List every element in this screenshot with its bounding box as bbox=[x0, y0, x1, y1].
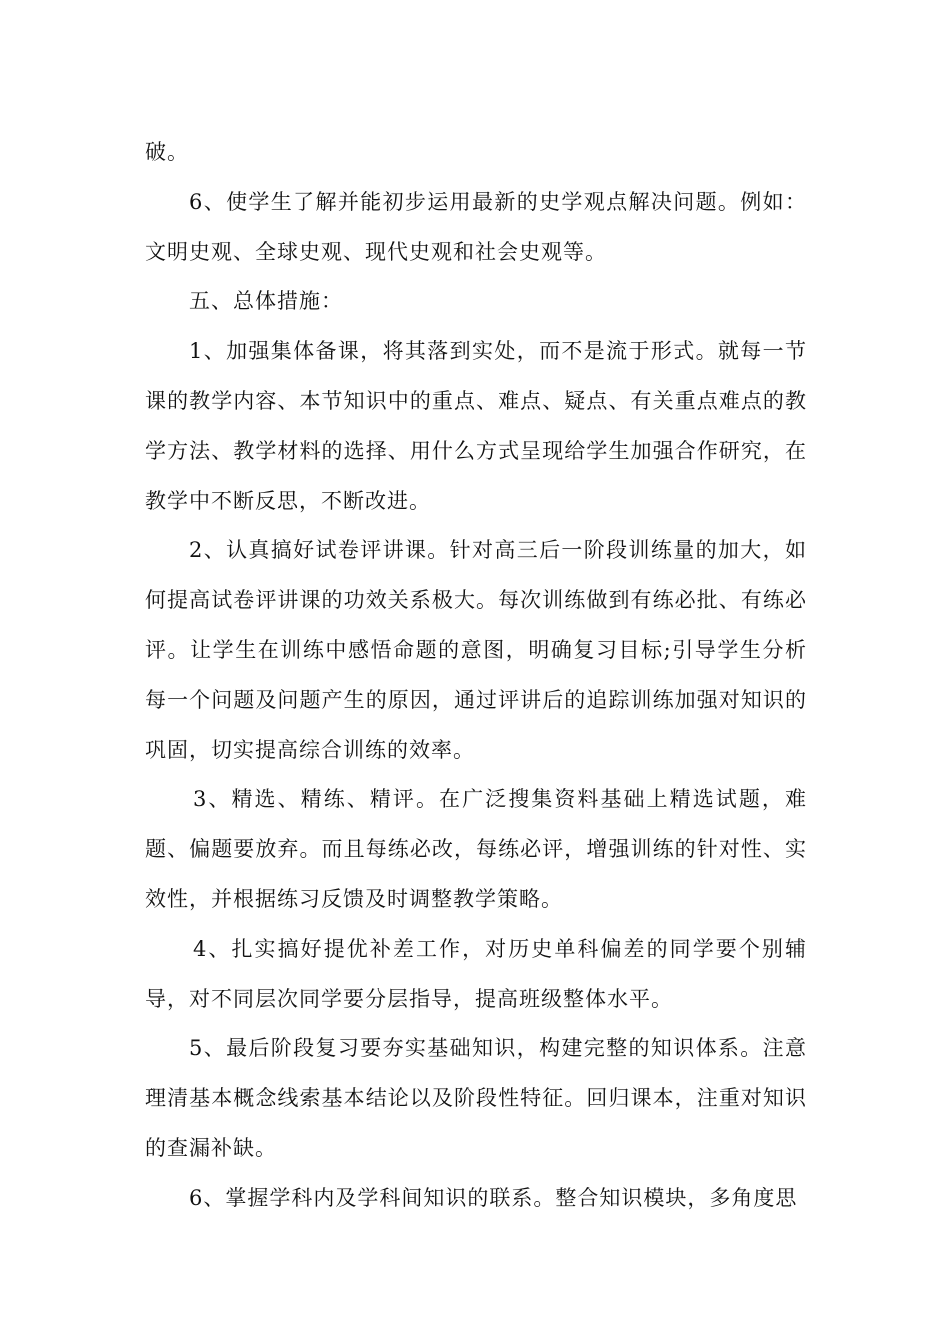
paragraph-goal-6: 6、使学生了解并能初步运用最新的史学观点解决问题。例如：文明史观、全球史观、现代史观和社会史观等。 bbox=[145, 189, 807, 264]
paragraph-measure-3: 3、精选、精练、精评。在广泛搜集资料基础上精选试题，难题、偏题要放弃。而且每练必改，每练必评，增强训练的针对性、实效性，并根据练习反馈及时调整教学策略。 bbox=[145, 787, 807, 911]
document-body bbox=[145, 128, 807, 1224]
paragraph-measure-2: 2、认真搞好试卷评讲课。针对高三后一阶段训练量的加大，如何提高试卷评讲课的功效关系极大。每次训练做到有练必批、有练必评。让学生在训练中感悟命题的意图，明确复习目标;引导学生分析每一个问题及问题产生的原因，通过评讲后的追踪训练加强对知识的巩固，切实提高综合训练的效率。 bbox=[145, 538, 807, 762]
paragraph-measure-6: 6、掌握学科内及学科间知识的联系。整合知识模块，多角度思 bbox=[189, 1185, 798, 1210]
paragraph-measure-1: 1、加强集体备课，将其落到实处，而不是流于形式。就每一节课的教学内容、本节知识中的重点、难点、疑点、有关重点难点的教学方法、教学材料的选择、用什么方式呈现给学生加强合作研究，在教学中不断反思，不断改进。 bbox=[145, 339, 807, 513]
section-heading-measures: 五、总体措施： bbox=[189, 289, 343, 314]
paragraph-measure-4: 4、扎实搞好提优补差工作，对历史单科偏差的同学要个别辅导，对不同层次同学要分层指导，提高班级整体水平。 bbox=[145, 936, 807, 1011]
paragraph-measure-5: 5、最后阶段复习要夯实基础知识，构建完整的知识体系。注意理清基本概念线索基本结论以及阶段性特征。回归课本，注重对知识的查漏补缺。 bbox=[145, 1036, 807, 1160]
paragraph-continuation: 破。 bbox=[145, 140, 189, 164]
